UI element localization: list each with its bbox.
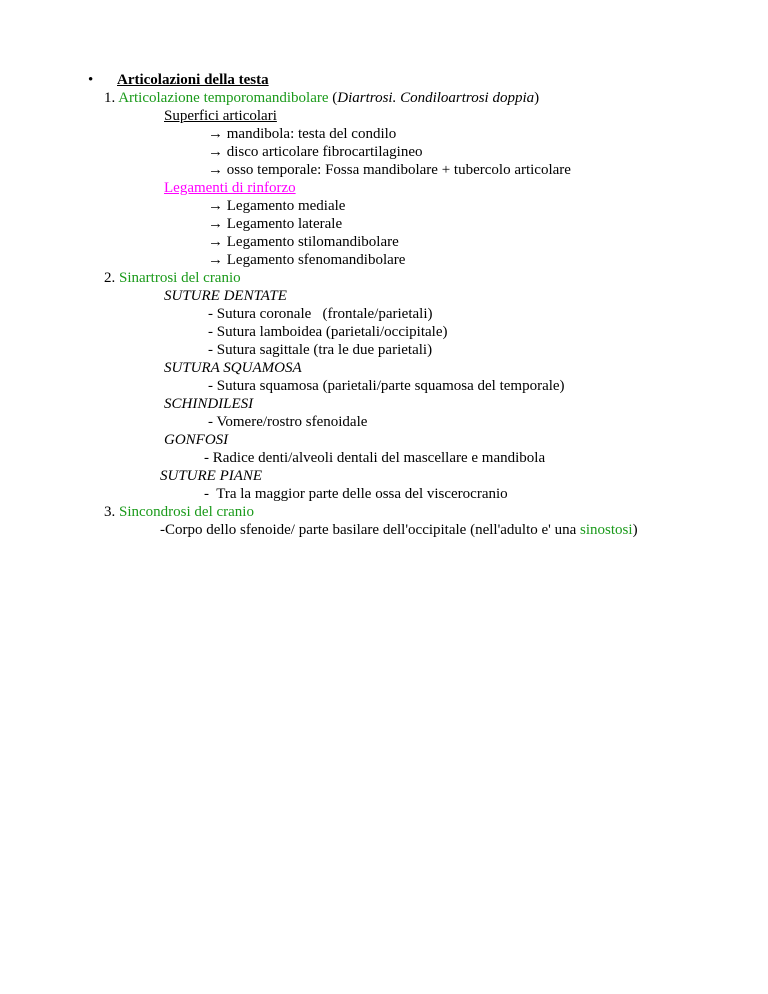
item-1-paren-open: ( [328, 90, 338, 106]
superfici-item: → osso temporale: Fossa mandibolare + tubercolo articolare [208, 162, 571, 178]
bullet-icon: • [88, 72, 94, 88]
sutura-squamosa-label: SUTURA SQUAMOSA [164, 360, 302, 376]
superfici-item: → mandibola: testa del condilo [208, 126, 397, 142]
item-1-subtitle: Diartrosi. Condiloartrosi doppia [337, 90, 535, 106]
legamenti-item: → Legamento mediale [208, 198, 346, 214]
legamenti-item: → Legamento sfenomandibolare [208, 252, 406, 268]
sutura-squamosa-item: - Sutura squamosa (parietali/parte squamosa del temporale) [208, 378, 565, 394]
schindilesi-item: - Vomere/rostro sfenoidale [208, 414, 368, 430]
item-1-number: 1. [104, 90, 119, 106]
item-3-body-prefix: -Corpo dello sfenoide/ parte basilare dell'occipitale (nell'adulto e' una [160, 522, 581, 538]
suture-piane-item: - Tra la maggior parte delle ossa del viscerocranio [204, 486, 508, 502]
item-3-body-suffix: ) [632, 522, 638, 538]
item-2-title: Sinartrosi del cranio [119, 270, 241, 286]
superfici-label: Superfici articolari [164, 108, 277, 124]
item-3-body [160, 521, 638, 539]
item-2-number: 2. [104, 270, 119, 286]
item-1-heading [104, 89, 539, 107]
item-1-paren-close: ) [534, 90, 540, 106]
schindilesi-label: SCHINDILESI [164, 396, 254, 412]
suture-dentate-item: - Sutura sagittale (tra le due parietali) [208, 342, 433, 358]
legamenti-item: → Legamento laterale [208, 216, 343, 232]
item-3-body-highlight: sinostosi [580, 522, 633, 538]
superfici-item: → disco articolare fibrocartilagineo [208, 144, 423, 160]
item-3-heading [104, 503, 254, 521]
suture-piane-label: SUTURE PIANE [160, 468, 263, 484]
legamenti-label: Legamenti di rinforzo [164, 180, 296, 196]
section-heading: Articolazioni della testa [117, 72, 269, 88]
legamenti-item: → Legamento stilomandibolare [208, 234, 399, 250]
item-2-heading [104, 269, 241, 287]
suture-dentate-item: - Sutura coronale (frontale/parietali) [208, 306, 433, 322]
gonfosi-item: - Radice denti/alveoli dentali del mascellare e mandibola [204, 450, 546, 466]
item-3-number: 3. [104, 504, 119, 520]
suture-dentate-item: - Sutura lamboidea (parietali/occipitale) [208, 324, 448, 340]
item-1-title: Articolazione temporomandibolare [118, 90, 329, 106]
item-3-title: Sincondrosi del cranio [119, 504, 254, 520]
gonfosi-label: GONFOSI [164, 432, 229, 448]
suture-dentate-label: SUTURE DENTATE [164, 288, 287, 304]
